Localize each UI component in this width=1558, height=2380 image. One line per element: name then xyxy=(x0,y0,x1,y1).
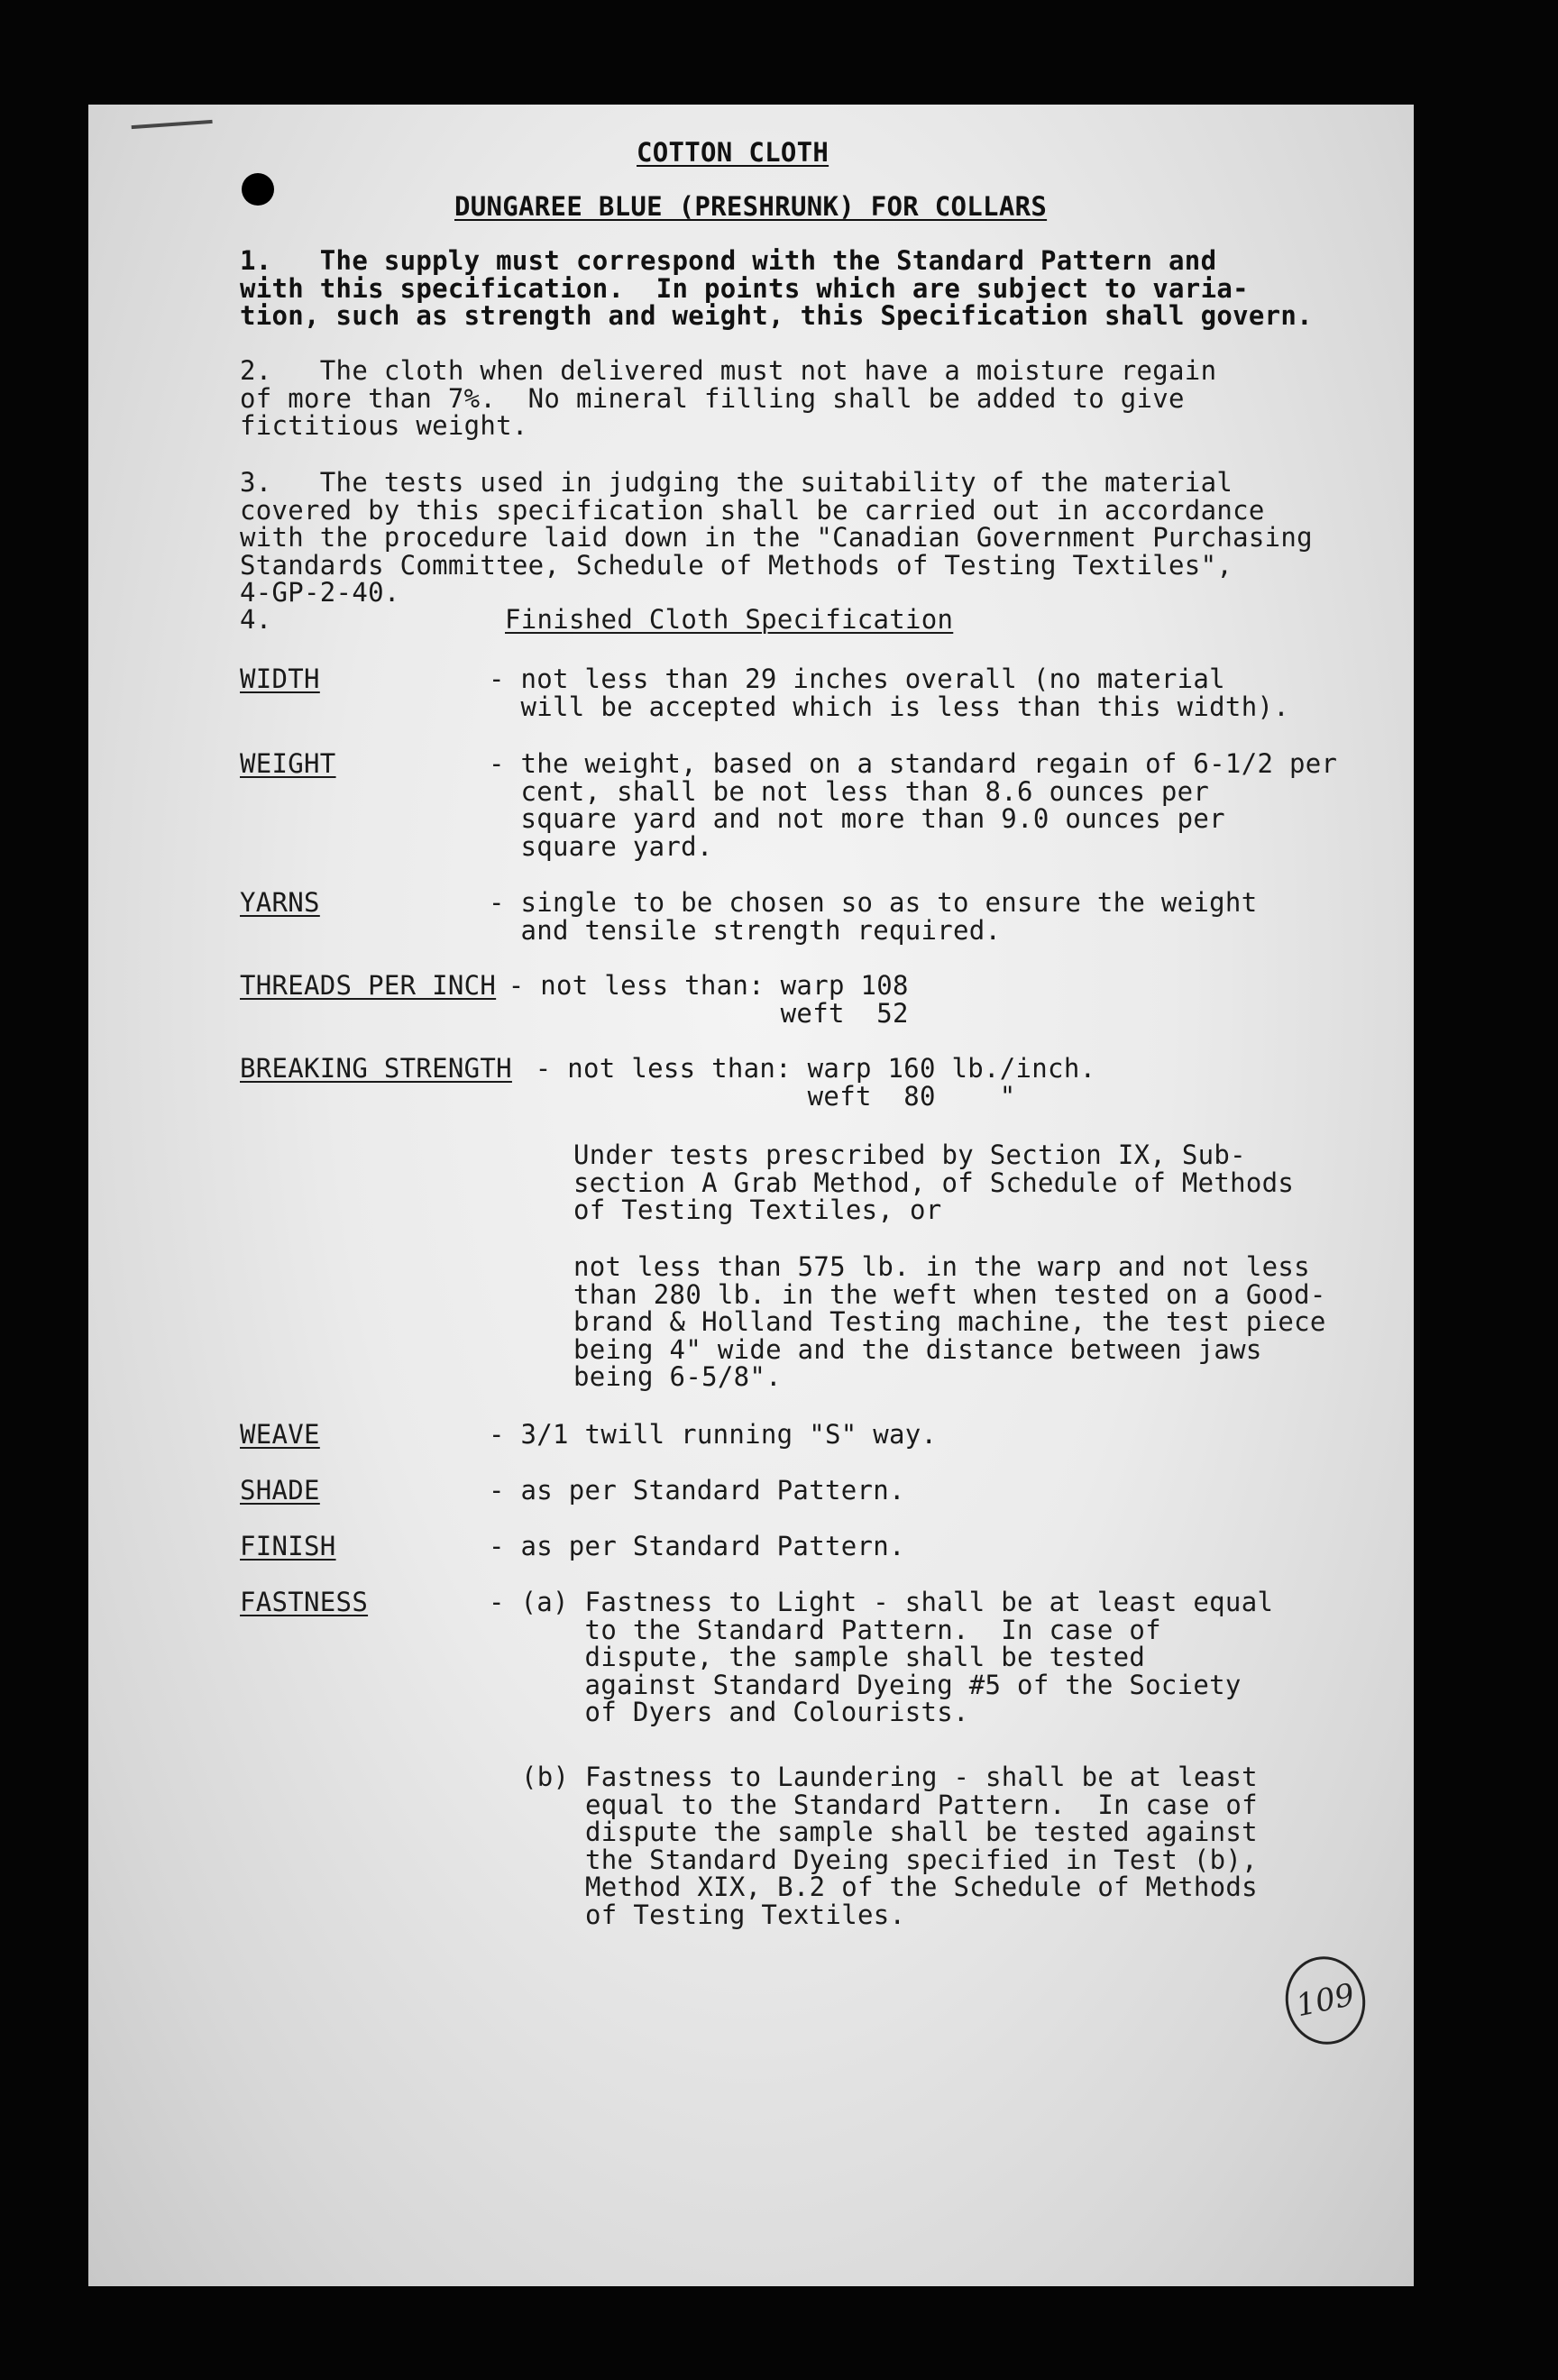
spec-label-fastness: FASTNESS xyxy=(240,1587,369,1617)
paragraph-3: 3. The tests used in judging the suitability of the material covered by this specification shall be carried out in accordance with the procedure laid down in the "Canadian Government Purchasing Standards Committee, Schedule of Methods of Testing Textiles", 4-GP-2-40. xyxy=(240,467,1313,608)
paragraph-2: 2. The cloth when delivered must not have a moisture regain of more than 7%. No mineral filling shall be added to give fictitious weight. xyxy=(240,355,1217,441)
document-subtitle: DUNGAREE BLUE (PRESHRUNK) FOR COLLARS xyxy=(454,191,1048,222)
paragraph-1: 1. The supply must correspond with the Standard Pattern and with this specification. In points which are subject to varia- tion, such as strength and weight, this Specification shall govern. xyxy=(240,245,1313,331)
spec-text-yarns: - single to be chosen so as to ensure the weight and tensile strength required. xyxy=(489,887,1258,946)
punch-hole xyxy=(242,173,274,206)
spec-text-fastness-a: - (a) Fastness to Light - shall be at least equal to the Standard Pattern. In case of dispute, the sample shall be tested against Standard Dyeing #5 of the Society of Dyers and Colourists. xyxy=(489,1587,1274,1727)
spec-label-finish: FINISH xyxy=(240,1531,336,1561)
spec-label-weight: WEIGHT xyxy=(240,748,336,779)
spec-label-weave: WEAVE xyxy=(240,1419,320,1450)
spec-label-yarns: YARNS xyxy=(240,887,320,918)
spec-text-breaking: - not less than: warp 160 lb./inch. weft 80 " xyxy=(535,1053,1096,1112)
spec-text-fastness-b: (b) Fastness to Laundering - shall be at least equal to the Standard Pattern. In case of dispute the sample shall be tested against the Standard Dyeing specified in Test (b), Method XIX, B.2 of the Schedule of Methods of Testing Textiles. xyxy=(521,1762,1258,1930)
spec-label-breaking: BREAKING STRENGTH xyxy=(240,1053,512,1084)
section-4-heading: Finished Cloth Specification xyxy=(505,604,954,635)
scratch-mark xyxy=(132,120,214,138)
spec-text-shade: - as per Standard Pattern. xyxy=(489,1475,905,1506)
document-title: COTTON CLOTH xyxy=(637,137,829,168)
spec-text-weave: - 3/1 twill running "S" way. xyxy=(489,1419,938,1450)
breaking-note-1: Under tests prescribed by Section IX, Sub- section A Grab Method, of Schedule of Methods of Testing Textiles, or xyxy=(573,1140,1295,1225)
section-4-number: 4. xyxy=(240,604,272,635)
spec-label-threads: THREADS PER INCH xyxy=(240,970,497,1001)
page-number-stamp: 109 xyxy=(1278,1949,1373,2052)
spec-text-weight: - the weight, based on a standard regain of 6-1/2 per cent, shall be not less than 8.6 ounces per square yard and not more than 9.0 ounces per square yard. xyxy=(489,748,1338,862)
breaking-note-2: not less than 575 lb. in the warp and not less than 280 lb. in the weft when tested on a Good- brand & Holland Testing machine, the test piece being 4" wide and the distance between jaws being 6-5/8". xyxy=(573,1251,1326,1392)
spec-label-width: WIDTH xyxy=(240,664,320,694)
spec-text-threads: - not less than: warp 108 weft 52 xyxy=(508,970,909,1029)
spec-text-width: - not less than 29 inches overall (no material will be accepted which is less than this width). xyxy=(489,664,1289,722)
spec-text-finish: - as per Standard Pattern. xyxy=(489,1531,905,1561)
spec-label-shade: SHADE xyxy=(240,1475,320,1506)
document-page xyxy=(88,105,1414,2286)
